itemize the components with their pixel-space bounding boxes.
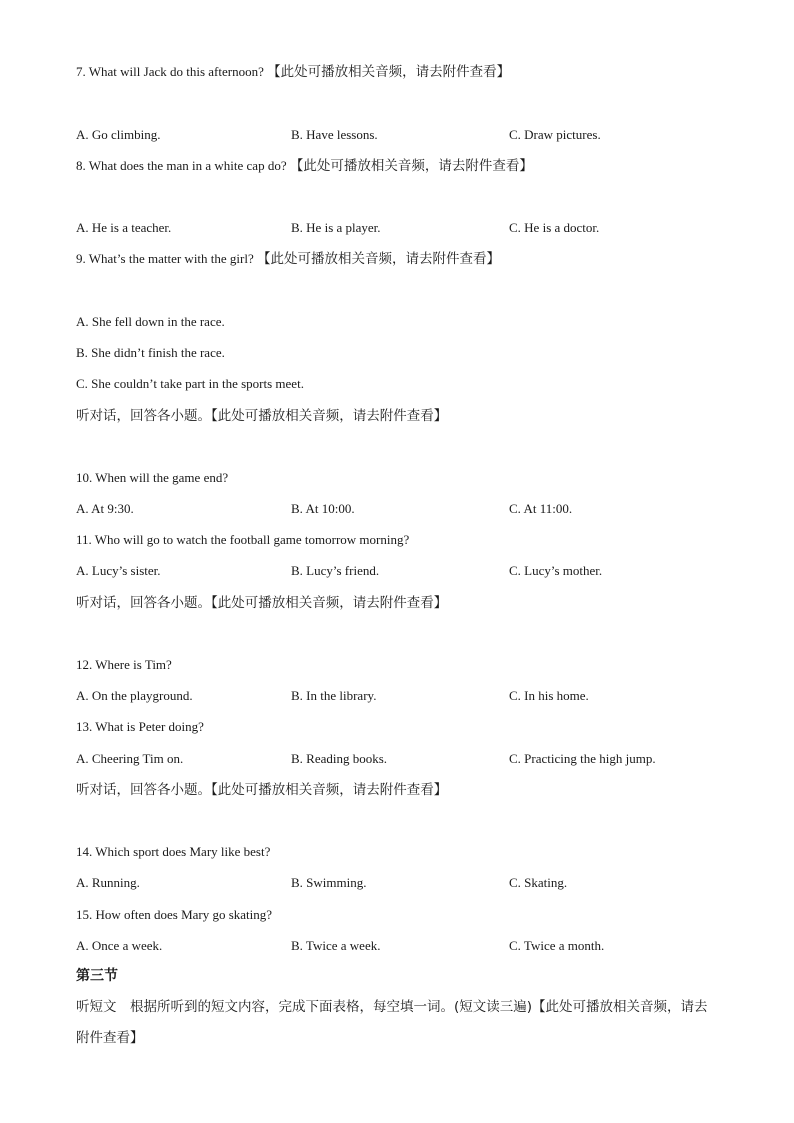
option-a: A. She fell down in the race. [76, 314, 225, 329]
option-a: A. Go climbing. [76, 127, 161, 142]
options-7 [76, 127, 756, 143]
question-9: 9. What’s the matter with the girl? 【此处可播放相关音频，请去附件查看】 [76, 251, 500, 267]
option-c: C. Twice a month. [509, 938, 605, 953]
audio-note[interactable]: 【此处可播放相关音频，请去附件查看】 [257, 251, 500, 267]
option-c: C. At 11:00. [509, 501, 573, 516]
option-a: A. Once a week. [76, 938, 163, 953]
option-a: A. Cheering Tim on. [76, 751, 184, 766]
option-b: B. He is a player. [291, 220, 381, 235]
question-13: 13. What is Peter doing? [76, 719, 204, 734]
option-b: B. Lucy’s friend. [291, 563, 380, 578]
question-12: 12. Where is Tim? [76, 657, 172, 672]
question-14: 14. Which sport does Mary like best? [76, 844, 271, 859]
options-13 [76, 751, 756, 767]
option-b: B. Have lessons. [291, 127, 378, 142]
question-7: 7. What will Jack do this afternoon? 【此处可播放相关音频，请去附件查看】 [76, 64, 511, 80]
option-c: C. He is a doctor. [509, 220, 600, 235]
option-b: B. Reading books. [291, 751, 388, 766]
section-instruction: 听短文 根据所听到的短文内容，完成下面表格，每空填一词。(短文读三遍)【此处可播放相关音频，请去附件查看】 [76, 999, 708, 1046]
question-11: 11. Who will go to watch the football game tomorrow morning? [76, 532, 410, 547]
option-b: B. In the library. [291, 688, 377, 703]
option-a: A. Lucy’s sister. [76, 563, 161, 578]
audio-note[interactable]: 【此处可播放相关音频，请去附件查看】 [289, 158, 533, 174]
dialogue-instruction: 听对话，回答各小题。【此处可播放相关音频，请去附件查看】 [76, 595, 448, 611]
option-c: C. Skating. [509, 875, 568, 890]
option-a: A. Running. [76, 875, 140, 890]
question-8: 8. What does the man in a white cap do? 【此处可播放相关音频，请去附件查看】 [76, 158, 533, 174]
option-b: B. Swimming. [291, 875, 367, 890]
options-8 [76, 220, 756, 236]
option-a: A. At 9:30. [76, 501, 134, 516]
question-10: 10. When will the game end? [76, 470, 229, 485]
option-b: B. At 10:00. [291, 501, 355, 516]
option-c: C. She couldn’t take part in the sports meet. [76, 376, 304, 391]
dialogue-instruction: 听对话，回答各小题。【此处可播放相关音频，请去附件查看】 [76, 408, 448, 424]
options-12 [76, 688, 756, 704]
option-c: C. Draw pictures. [509, 127, 601, 142]
options-14 [76, 875, 756, 891]
option-c: C. Lucy’s mother. [509, 563, 603, 578]
options-10 [76, 501, 756, 517]
option-a: A. On the playground. [76, 688, 193, 703]
audio-note[interactable]: 【此处可播放相关音频，请去附件查看】 [267, 64, 511, 80]
option-b: B. She didn’t finish the race. [76, 345, 225, 360]
option-a: A. He is a teacher. [76, 220, 172, 235]
options-11 [76, 563, 756, 579]
option-b: B. Twice a week. [291, 938, 381, 953]
section-title: 第三节 [76, 968, 118, 984]
question-15: 15. How often does Mary go skating? [76, 907, 273, 922]
dialogue-instruction: 听对话，回答各小题。【此处可播放相关音频，请去附件查看】 [76, 782, 448, 798]
option-c: C. In his home. [509, 688, 589, 703]
option-c: C. Practicing the high jump. [509, 751, 656, 766]
options-15 [76, 938, 756, 954]
